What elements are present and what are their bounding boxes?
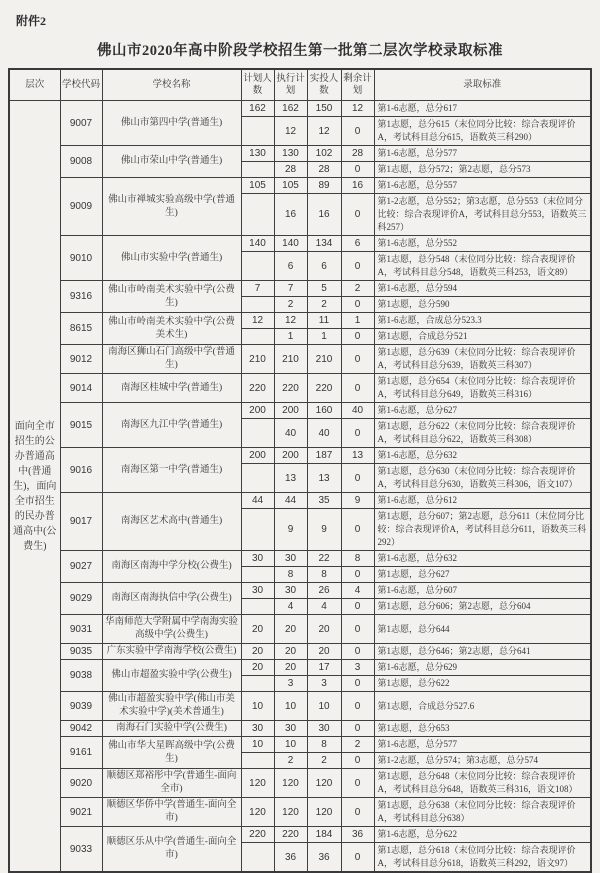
remaining-plan-cell: 0 [341,769,374,798]
school-code-cell: 9038 [60,660,102,692]
planned-count-cell: 44 [241,493,274,509]
school-name-cell: 南海区九江中学(普通生) [102,403,241,448]
school-code-cell: 9008 [60,146,102,178]
remaining-plan-cell: 16 [341,178,374,194]
table-row [9,660,591,676]
planned-count-cell [241,419,274,448]
school-code-cell: 9316 [60,281,102,313]
actual-count-cell: 3 [307,676,341,692]
header-remaining: 剩余计划 [341,69,374,101]
executed-plan-cell: 7 [274,281,307,297]
actual-count-cell: 120 [307,769,341,798]
executed-plan-cell: 120 [274,769,307,798]
remaining-plan-cell: 4 [341,583,374,599]
actual-count-cell: 184 [307,827,341,843]
admission-standard-cell: 第1志愿，合成总分527.6 [374,692,591,721]
planned-count-cell: 140 [241,236,274,252]
executed-plan-cell: 140 [274,236,307,252]
school-code-cell: 9039 [60,692,102,721]
executed-plan-cell: 10 [274,737,307,753]
admission-standard-cell: 第1志愿，总分644 [374,615,591,644]
planned-count-cell [241,464,274,493]
school-name-cell: 佛山市岭南美术实验中学(公费美术生) [102,313,241,345]
table-row [9,236,591,252]
admission-standard-cell: 第1志愿，总分648（末位同分比较：综合表现评价A，考试科目总分648，语数英三科316，语文108） [374,769,591,798]
planned-count-cell [241,194,274,236]
planned-count-cell: 10 [241,692,274,721]
planned-count-cell: 120 [241,769,274,798]
table-row [9,769,591,798]
school-name-cell: 佛山市华大星晖高级中学(公费生) [102,737,241,769]
school-name-cell: 佛山市禅城实验高级中学(普通生) [102,178,241,236]
planned-count-cell: 20 [241,644,274,660]
admission-standard-cell: 第1志愿，总分572；第2志愿，总分573 [374,162,591,178]
remaining-plan-cell: 40 [341,403,374,419]
planned-count-cell: 10 [241,737,274,753]
level-cell: 面向全市招生的公办普通高中(普通生)，面向全市招生的民办普通高中(公费生) [9,101,60,873]
admission-standard-cell: 第1-6志愿，总分577 [374,737,591,753]
school-code-cell: 9035 [60,644,102,660]
school-code-cell: 9010 [60,236,102,281]
school-name-cell: 南海区南海执信中学(公费生) [102,583,241,615]
admission-standards-table [8,68,592,873]
remaining-plan-cell: 8 [341,551,374,567]
admission-standard-cell: 第1志愿，总分653 [374,721,591,737]
actual-count-cell: 8 [307,567,341,583]
admission-standard-cell: 第1志愿，总分622（末位同分比较：综合表现评价A，考试科目总分622，语数英三科308） [374,419,591,448]
remaining-plan-cell: 0 [341,843,374,873]
remaining-plan-cell: 3 [341,660,374,676]
actual-count-cell: 26 [307,583,341,599]
school-name-cell: 佛山市第四中学(普通生) [102,101,241,146]
school-name-cell: 南海区南海中学分校(公费生) [102,551,241,583]
executed-plan-cell: 16 [274,194,307,236]
actual-count-cell: 10 [307,692,341,721]
table-row [9,146,591,162]
actual-count-cell: 9 [307,509,341,551]
admission-standard-cell: 第1-6志愿，总分622 [374,827,591,843]
executed-plan-cell: 12 [274,313,307,329]
admission-standard-cell: 第1-6志愿，总分632 [374,551,591,567]
school-code-cell: 9015 [60,403,102,448]
admission-standard-cell: 第1-6志愿，总分629 [374,660,591,676]
remaining-plan-cell: 0 [341,162,374,178]
executed-plan-cell: 2 [274,753,307,769]
executed-plan-cell: 44 [274,493,307,509]
actual-count-cell: 1 [307,329,341,345]
actual-count-cell: 12 [307,117,341,146]
admission-standard-cell: 第1-6志愿，总分577 [374,146,591,162]
school-code-cell: 9033 [60,827,102,873]
admission-standard-cell: 第1-6志愿，总分552 [374,236,591,252]
remaining-plan-cell: 0 [341,721,374,737]
school-name-cell: 南海区第一中学(普通生) [102,448,241,493]
table-row [9,615,591,644]
executed-plan-cell: 220 [274,827,307,843]
remaining-plan-cell: 0 [341,692,374,721]
school-code-cell: 9016 [60,448,102,493]
executed-plan-cell: 12 [274,117,307,146]
school-name-cell: 顺德区乐从中学(普通生-面向全市) [102,827,241,873]
header-school-name: 学校名称 [102,69,241,101]
table-row [9,281,591,297]
planned-count-cell: 105 [241,178,274,194]
admission-standard-cell: 第1-6志愿，总分617 [374,101,591,117]
actual-count-cell: 22 [307,551,341,567]
executed-plan-cell: 20 [274,660,307,676]
admission-standard-cell: 第1-6志愿，总分594 [374,281,591,297]
planned-count-cell: 30 [241,551,274,567]
school-name-cell: 佛山市超盈实验中学(公费生) [102,660,241,692]
table-row [9,448,591,464]
executed-plan-cell: 28 [274,162,307,178]
page-title: 佛山市2020年高中阶段学校招生第一批第二层次学校录取标准 [97,43,503,59]
school-code-cell: 8615 [60,313,102,345]
remaining-plan-cell: 2 [341,281,374,297]
executed-plan-cell: 210 [274,345,307,374]
actual-count-cell: 160 [307,403,341,419]
executed-plan-cell: 120 [274,798,307,827]
remaining-plan-cell: 0 [341,753,374,769]
executed-plan-cell: 13 [274,464,307,493]
admission-standard-cell: 第1志愿，总分639（末位同分比较：综合表现评价A，考试科目总分639，语数英三科307） [374,345,591,374]
actual-count-cell: 187 [307,448,341,464]
executed-plan-cell: 8 [274,567,307,583]
executed-plan-cell: 20 [274,644,307,660]
planned-count-cell [241,117,274,146]
admission-standard-cell: 第1志愿，总分627 [374,567,591,583]
school-code-cell: 9021 [60,798,102,827]
admission-standard-cell: 第1志愿，总分630（末位同分比较：综合表现评价A，考试科目总分630，语数英三科306，语文107） [374,464,591,493]
remaining-plan-cell: 12 [341,101,374,117]
planned-count-cell: 20 [241,615,274,644]
executed-plan-cell: 105 [274,178,307,194]
planned-count-cell: 200 [241,403,274,419]
executed-plan-cell: 3 [274,676,307,692]
planned-count-cell: 210 [241,345,274,374]
admission-table-body [9,101,591,873]
remaining-plan-cell: 0 [341,599,374,615]
school-name-cell: 南海石门实验中学(公费生) [102,721,241,737]
actual-count-cell: 17 [307,660,341,676]
school-code-cell: 9020 [60,769,102,798]
actual-count-cell: 4 [307,599,341,615]
school-name-cell: 佛山市实验中学(普通生) [102,236,241,281]
planned-count-cell: 30 [241,583,274,599]
actual-count-cell: 150 [307,101,341,117]
actual-count-cell: 28 [307,162,341,178]
actual-count-cell: 6 [307,252,341,281]
executed-plan-cell: 10 [274,692,307,721]
executed-plan-cell: 200 [274,403,307,419]
planned-count-cell: 130 [241,146,274,162]
planned-count-cell [241,843,274,873]
remaining-plan-cell: 0 [341,676,374,692]
table-row [9,493,591,509]
admission-standard-cell: 第1-6志愿，总分607 [374,583,591,599]
executed-plan-cell: 200 [274,448,307,464]
executed-plan-cell: 36 [274,843,307,873]
remaining-plan-cell: 0 [341,374,374,403]
table-row [9,827,591,843]
planned-count-cell: 30 [241,721,274,737]
executed-plan-cell: 40 [274,419,307,448]
admission-standard-cell: 第1-2志愿，总分574；第3志愿，总分574 [374,753,591,769]
table-row [9,403,591,419]
remaining-plan-cell: 0 [341,329,374,345]
actual-count-cell: 2 [307,297,341,313]
executed-plan-cell: 220 [274,374,307,403]
remaining-plan-cell: 0 [341,419,374,448]
table-row [9,798,591,827]
executed-plan-cell: 2 [274,297,307,313]
planned-count-cell: 12 [241,313,274,329]
school-code-cell: 9031 [60,615,102,644]
admission-standard-cell: 第1-6志愿，总分557 [374,178,591,194]
planned-count-cell: 220 [241,827,274,843]
planned-count-cell [241,252,274,281]
executed-plan-cell: 6 [274,252,307,281]
actual-count-cell: 20 [307,644,341,660]
admission-standard-cell: 第1志愿，总分622 [374,676,591,692]
actual-count-cell: 220 [307,374,341,403]
executed-plan-cell: 30 [274,721,307,737]
school-name-cell: 南海区桂城中学(普通生) [102,374,241,403]
remaining-plan-cell: 0 [341,194,374,236]
remaining-plan-cell: 0 [341,644,374,660]
executed-plan-cell: 1 [274,329,307,345]
admission-standard-cell: 第1-6志愿，总分627 [374,403,591,419]
header-school-code: 学校代码 [60,69,102,101]
header-executed: 执行计划 [274,69,307,101]
actual-count-cell: 11 [307,313,341,329]
planned-count-cell: 200 [241,448,274,464]
school-code-cell: 9042 [60,721,102,737]
header-level: 层次 [9,69,60,101]
school-code-cell: 9009 [60,178,102,236]
admission-standard-cell: 第1志愿，总分618（末位同分比较：综合表现评价A，考试科目总分618，语数英三科292，语文97） [374,843,591,873]
header-planned: 计划人数 [241,69,274,101]
table-row [9,644,591,660]
admission-standard-cell: 第1志愿，总分638（末位同分比较：综合表现评价A，考试科目总分638） [374,798,591,827]
school-code-cell: 9029 [60,583,102,615]
actual-count-cell: 13 [307,464,341,493]
remaining-plan-cell: 9 [341,493,374,509]
admission-standard-cell: 第1志愿，总分607；第2志愿，总分611（末位同分比较：综合表现评价A，考试科目总分611，语数英三科292） [374,509,591,551]
planned-count-cell: 120 [241,798,274,827]
planned-count-cell [241,599,274,615]
executed-plan-cell: 20 [274,615,307,644]
admission-standard-cell: 第1志愿，总分606；第2志愿，总分604 [374,599,591,615]
remaining-plan-cell: 0 [341,464,374,493]
remaining-plan-cell: 1 [341,313,374,329]
remaining-plan-cell: 0 [341,509,374,551]
actual-count-cell: 134 [307,236,341,252]
table-row [9,692,591,721]
planned-count-cell: 162 [241,101,274,117]
remaining-plan-cell: 0 [341,798,374,827]
school-code-cell: 9027 [60,551,102,583]
remaining-plan-cell: 13 [341,448,374,464]
planned-count-cell: 220 [241,374,274,403]
remaining-plan-cell: 0 [341,252,374,281]
planned-count-cell: 20 [241,660,274,676]
remaining-plan-cell: 0 [341,117,374,146]
actual-count-cell: 35 [307,493,341,509]
school-code-cell: 9012 [60,345,102,374]
table-row [9,583,591,599]
admission-standard-cell: 第1志愿，总分654（末位同分比较：综合表现评价A，考试科目总分649，语数英三科316） [374,374,591,403]
actual-count-cell: 5 [307,281,341,297]
admission-standard-cell: 第1-6志愿，合成总分523.3 [374,313,591,329]
table-row [9,178,591,194]
school-name-cell: 南海区艺术高中(普通生) [102,493,241,551]
admission-standard-cell: 第1志愿，合成总分521 [374,329,591,345]
admission-standard-cell: 第1志愿，总分548（末位同分比较：综合表现评价A，考试科目总分548，语数英三科253，语文89） [374,252,591,281]
planned-count-cell [241,567,274,583]
planned-count-cell [241,509,274,551]
school-name-cell: 顺德区郑裕彤中学(普通生-面向全市) [102,769,241,798]
actual-count-cell: 2 [307,753,341,769]
table-row [9,551,591,567]
actual-count-cell: 210 [307,345,341,374]
school-name-cell: 南海区狮山石门高级中学(普通生) [102,345,241,374]
remaining-plan-cell: 0 [341,345,374,374]
planned-count-cell [241,162,274,178]
actual-count-cell: 8 [307,737,341,753]
table-row [9,374,591,403]
table-row [9,737,591,753]
school-code-cell: 9017 [60,493,102,551]
executed-plan-cell: 130 [274,146,307,162]
remaining-plan-cell: 6 [341,236,374,252]
executed-plan-cell: 4 [274,599,307,615]
remaining-plan-cell: 0 [341,615,374,644]
actual-count-cell: 120 [307,798,341,827]
school-code-cell: 9014 [60,374,102,403]
remaining-plan-cell: 0 [341,567,374,583]
school-name-cell: 佛山市岭南美术实验中学(公费生) [102,281,241,313]
admission-standard-cell: 第1志愿，总分590 [374,297,591,313]
actual-count-cell: 40 [307,419,341,448]
actual-count-cell: 16 [307,194,341,236]
school-code-cell: 9007 [60,101,102,146]
planned-count-cell [241,676,274,692]
actual-count-cell: 102 [307,146,341,162]
planned-count-cell [241,753,274,769]
actual-count-cell: 89 [307,178,341,194]
table-row [9,313,591,329]
actual-count-cell: 36 [307,843,341,873]
school-name-cell: 顺德区华侨中学(普通生-面向全市) [102,798,241,827]
table-header-row [9,69,591,101]
admission-standard-cell: 第1-6志愿，总分632 [374,448,591,464]
planned-count-cell [241,297,274,313]
admission-standard-cell: 第1志愿，总分646；第2志愿，总分641 [374,644,591,660]
table-row [9,345,591,374]
remaining-plan-cell: 0 [341,297,374,313]
school-name-cell: 佛山市荣山中学(普通生) [102,146,241,178]
attachment-label: 附件2 [16,14,47,28]
executed-plan-cell: 162 [274,101,307,117]
planned-count-cell: 7 [241,281,274,297]
remaining-plan-cell: 36 [341,827,374,843]
executed-plan-cell: 9 [274,509,307,551]
remaining-plan-cell: 28 [341,146,374,162]
admission-standard-cell: 第1-2志愿，总分552；第3志愿，总分553（末位同分比较：综合表现评价A，考试科目总分553，语数英三科257） [374,194,591,236]
school-name-cell: 华南师范大学附属中学南海实验高级中学(公费生) [102,615,241,644]
header-standard: 录取标准 [374,69,591,101]
admission-standard-cell: 第1-6志愿，总分612 [374,493,591,509]
header-actual: 实投人数 [307,69,341,101]
planned-count-cell [241,329,274,345]
table-row [9,721,591,737]
executed-plan-cell: 30 [274,583,307,599]
remaining-plan-cell: 2 [341,737,374,753]
executed-plan-cell: 30 [274,551,307,567]
actual-count-cell: 30 [307,721,341,737]
actual-count-cell: 20 [307,615,341,644]
school-name-cell: 广东实验中学南海学校(公费生) [102,644,241,660]
school-name-cell: 佛山市超盈实验中学(佛山市美术实验中学)(美术普通生) [102,692,241,721]
table-row [9,101,591,117]
school-code-cell: 9161 [60,737,102,769]
admission-standard-cell: 第1志愿，总分615（末位同分比较：综合表现评价A，考试科目总分615，语数英三科290） [374,117,591,146]
